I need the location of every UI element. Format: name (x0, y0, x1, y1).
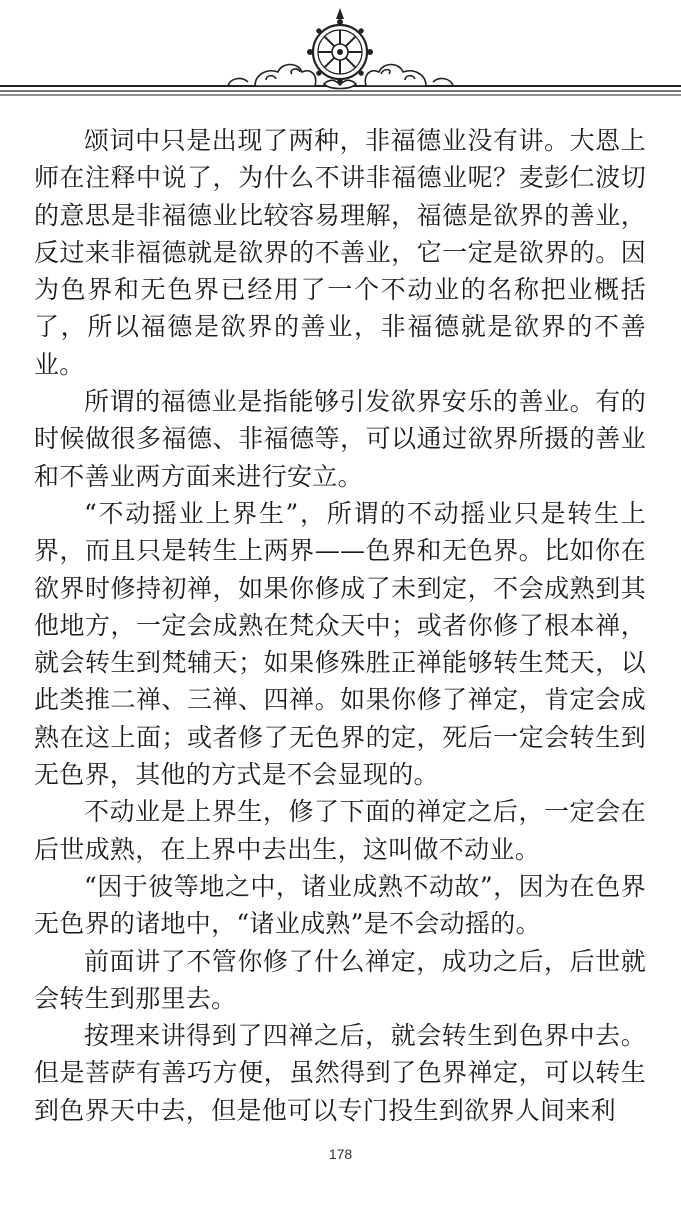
header-ornament (0, 0, 681, 110)
paragraph: 前面讲了不管你修了什么禅定，成功之后，后世就会转生到那里去。 (34, 946, 646, 1013)
paragraph: 所谓的福德业是指能够引发欲界安乐的善业。有的时候做很多福德、非福德等，可以通过欲界所摄的善业和不善业两方面来进行安立。 (34, 387, 646, 491)
cloud-scroll-left-icon (228, 65, 316, 87)
paragraph: 颂词中只是出现了两种，非福德业没有讲。大恩上师在注释中说了，为什么不讲非福德业呢？麦彭仁波切的意思是非福德业比较容易理解，福德是欲界的善业，反过来非福德就是欲界的不善业，它一定是欲界的。因为色界和无色界已经用了一个不动业的名称把业概括了，所以福德是欲界的善业，非福德就是欲界的不善业。 (34, 126, 646, 379)
page-body (34, 122, 646, 1129)
paragraph: “不动摇业上界生”，所谓的不动摇业只是转生上界，而且只是转生上两界——色界和无色界。比如你在欲界时修持初禅，如果你修成了未到定，不会成熟到其他地方，一定会成熟在梵众天中；或者你修了根本禅，就会转生到梵辅天；如果修殊胜正禅能够转生梵天，以此类推二禅、三禅、四禅。如果你修了禅定，肯定会成熟在这上面；或者修了无色界的定，死后一定会转生到无色界，其他的方式是不会显现的。 (34, 498, 646, 790)
paragraph: “因于彼等地之中，诸业成熟不动故”，因为在色界无色界的诸地中，“诸业成熟”是不会动摇的。 (34, 871, 646, 939)
paragraph: 按理来讲得到了四禅之后，就会转生到色界中去。但是菩萨有善巧方便，虽然得到了色界禅定，可以转生到色界天中去，但是他可以专门投生到欲界人间来利 (34, 1021, 646, 1125)
page-number: 178 (328, 1146, 353, 1162)
paragraph: 不动业是上界生，修了下面的禅定之后，一定会在后世成熟，在上界中去出生，这叫做不动业。 (34, 797, 646, 864)
page-header (0, 0, 681, 110)
dharma-wheel-icon (307, 8, 373, 89)
cloud-scroll-right-icon (365, 65, 453, 87)
